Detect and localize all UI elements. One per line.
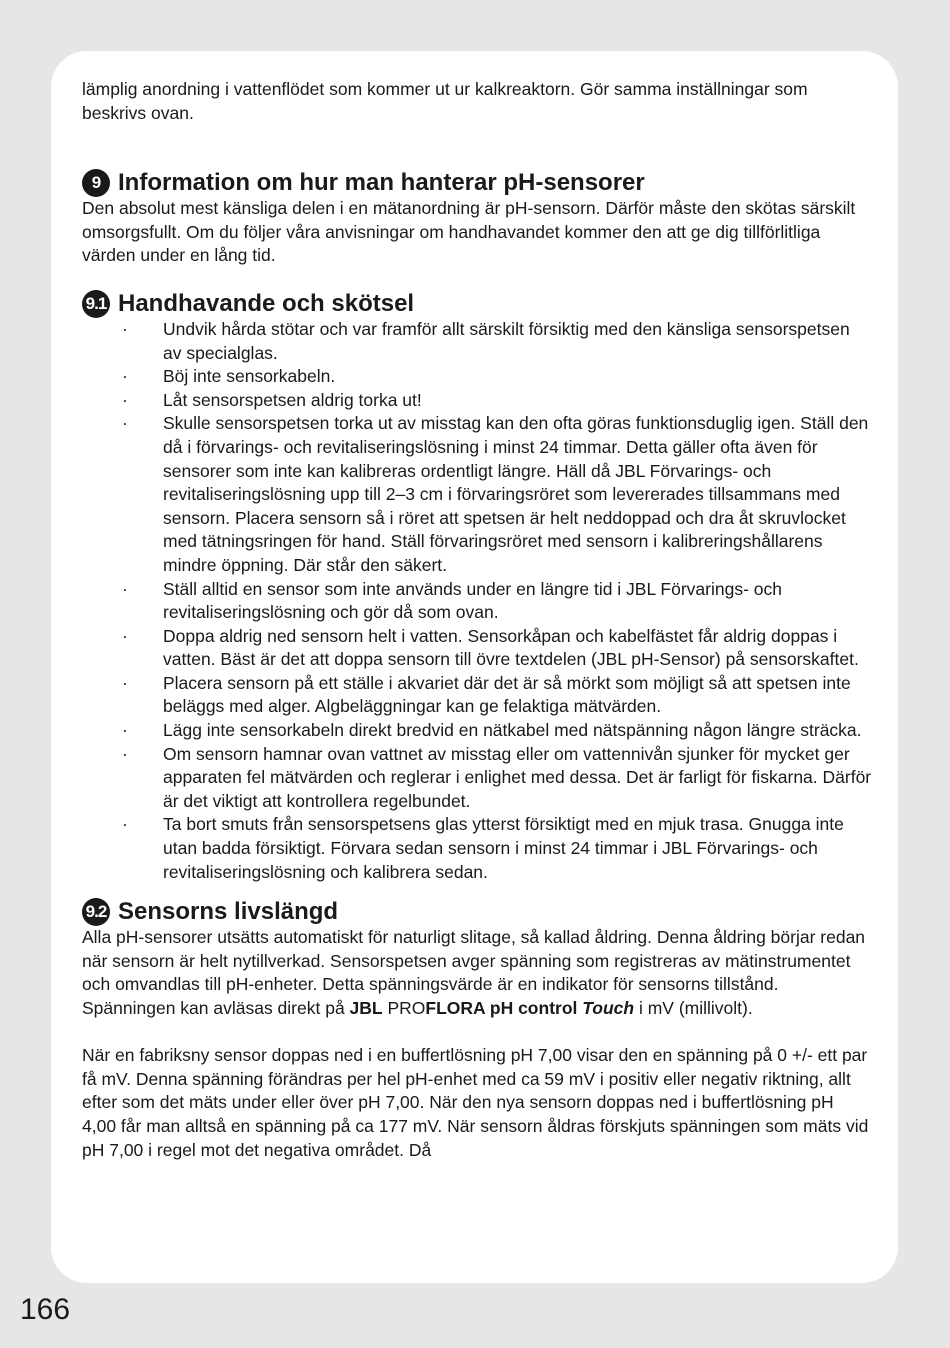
intro-paragraph: lämplig anordning i vattenflödet som kommer ut ur kalkreaktorn. Gör samma inställningar som beskrivs ovan. [82,79,808,123]
bullet: · [122,578,128,599]
bullet: · [122,625,128,646]
sensor-lifetime-paragraph-1: Alla pH-sensorer utsätts automatiskt för naturligt slitage, så kallad åldring. Denna åldring börjar redan när sensorn är helt nytillverkad. Sensorspetsen avger spänning som registreras av mätinstrumentet och omvandlas till pH-enheter. Detta spänningsvärde är en indikator för sensorns tillstånd. Spänningen kan avläsas direkt på JBL PROFLORA pH control Touch i mV (millivolt). [82,927,866,1018]
section-9-heading [82,169,872,197]
sensor-lifetime-paragraph-2: När en fabriksny sensor doppas ned i en buffertlösning pH 7,00 visar den en spänning på 0 +/- ett par få mV. Denna spänning förändras per hel pH-enhet med ca 59 mV i positiv eller negativ riktning, allt efter som det mäts under eller över pH 7,00. När den nya sensorn doppas ned i buffertlösning pH 4,00 får man alltså en spänning på ca 177 mV. När sensorn åldras förskjuts spänningen som mäts vid pH 7,00 i regel mot det negativa området. Då [82,1045,869,1160]
section-number-badge: 9 [82,169,110,197]
list-item: · Ta bort smuts från sensorspetsens glas ytterst försiktigt med en mjuk trasa. Gnugga inte utan badda försiktigt. Förvara sedan sensorn i minst 24 timmar i JBL Förvarings- och revitaliseringslösning och kalibrera sedan. [122,814,844,882]
section-9-2-title: Sensorns livslängd [118,898,339,926]
bullet: · [122,366,128,387]
product-name-pro: PRO [382,998,426,1018]
section-9-paragraph: Den absolut mest känsliga delen i en mätanordning är pH-sensorn. Därför måste den skötas särskilt omsorgsfullt. Om du följer våra anvisningar om handhavandet kommer den att ge dig tillförlitliga värden under en lång tid. [82,198,856,266]
product-name-touch: Touch [582,998,635,1018]
list-item: · Skulle sensorspetsen torka ut av misstag kan den ofta göras funktionsduglig igen. Ställ den då i förvarings- och revitaliseringslösning i minst 24 timmar. Detta gäller ofta även för sensorer som inte kan kalibreras ordentligt längre. Häll då JBL Förvarings- och revitaliseringslösning upp till 2–3 cm i förvaringsröret som levererades tillsammans med sensorn. Placera sensorn så i röret att spetsen är helt neddoppad och dra åt skruvlocket med tätningsringen för hand. Ställ förvaringsröret med sensorn i kalibreringshållarens mindre öppning. Där står den säkert. [122,413,869,575]
list-item: · Låt sensorspetsen aldrig torka ut! [82,389,872,413]
section-9-2-heading [82,898,872,926]
care-instructions-list [82,318,872,884]
page-number: 166 [20,1293,71,1326]
bullet: · [122,389,128,410]
list-item: · Böj inte sensorkabeln. [82,365,872,389]
bullet: · [122,814,128,835]
bullet: · [122,413,128,434]
product-name-flora: FLORA pH control [425,998,583,1018]
bullet: · [122,743,128,764]
product-name-jbl: JBL [349,998,383,1018]
list-item: · Ställ alltid en sensor som inte används under en längre tid i JBL Förvarings- och revitaliseringslösning och gör då som ovan. [122,578,782,623]
section-number-badge: 9.2 [82,898,110,926]
section-9-1-title: Handhavande och skötsel [118,289,415,317]
section-9-1-heading [82,290,872,318]
bullet: · [122,318,128,339]
page-content [82,78,872,1162]
list-item: · Lägg inte sensorkabeln direkt bredvid en nätkabel med nätspänning någon längre sträcka. [82,719,872,743]
section-number-badge: 9.1 [82,290,110,318]
list-item: · Placera sensorn på ett ställe i akvariet där det är så mörkt som möjligt så att spetsen inte beläggs med alger. Algbeläggningar kan ge felaktiga mätvärden. [122,672,851,717]
list-item: · Undvik hårda stötar och var framför allt särskilt försiktig med den känsliga sensorspetsen av specialglas. [122,318,850,363]
section-9-title: Information om hur man hanterar pH-sensorer [118,169,645,197]
list-item: · Doppa aldrig ned sensorn helt i vatten. Sensorkåpan och kabelfästet får aldrig doppas i vatten. Bäst är det att doppa sensorn till övre textdelen (JBL pH-Sensor) på sensorskaftet. [122,625,859,670]
list-item: · Om sensorn hamnar ovan vattnet av misstag eller om vattennivån sjunker för mycket ger apparaten fel mätvärden och reglerar i enlighet med dessa. Det är farligt för fiskarna. Därför är det viktigt att kontrollera regelbundet. [122,743,872,811]
bullet: · [122,720,128,741]
bullet: · [122,672,128,693]
